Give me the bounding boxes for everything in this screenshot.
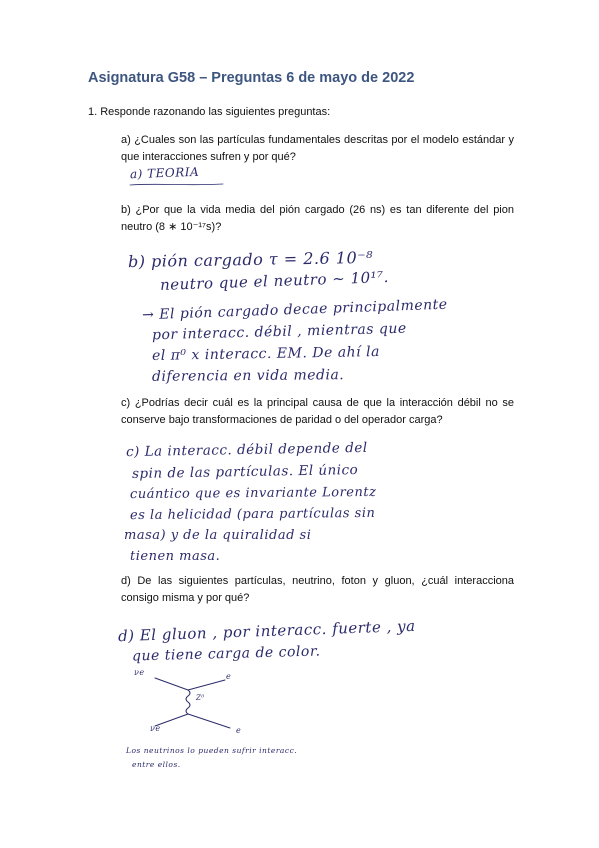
- answer-b-line-6: diferencia en vida media.: [151, 367, 345, 385]
- answer-c-line-2: spin de las partículas. El único: [131, 462, 359, 482]
- question-a-text: a) ¿Cuales son las partículas fundamentales descritas por el modelo estándar y que interacciones sufren y por qué?: [121, 134, 514, 163]
- answer-d-footnote-line-1: Los neutrinos lo pueden sufrir interacc.: [126, 746, 298, 755]
- answer-c-line-1: c) La interacc. débil depende del: [125, 439, 368, 461]
- diagram-incoming-neutrino-line: [155, 678, 188, 690]
- answer-b-line-3: → El pión cargado decae principalmente: [141, 296, 448, 324]
- diagram-label-bottom-left: νe: [150, 724, 161, 733]
- answer-d-line-1: d) El gluon , por interacc. fuerte , ya: [117, 616, 416, 646]
- answer-a-underline: [128, 182, 228, 188]
- diagram-lower-electron-line: [188, 714, 230, 728]
- diagram-boson-propagator: [186, 690, 190, 714]
- diagram-outgoing-electron-line: [188, 680, 225, 690]
- answer-d-line-2: que tiene carga de color.: [131, 643, 321, 665]
- answer-b-line-1: b) pión cargado τ = 2.6 10⁻⁸: [127, 247, 374, 272]
- answer-b-line-4: por interacc. débil , mientras que: [151, 320, 407, 344]
- answer-c-line-5: masa) y de la quiralidad si: [124, 528, 312, 543]
- answer-a-handwriting: a) TEORIA: [129, 164, 200, 182]
- answer-d-footnote-line-2: entre ellos.: [132, 760, 181, 769]
- question-b-text: b) ¿Por que la vida media del pión cargado (26 ns) es tan diferente del pion neutro (8 ∗ 10⁻¹⁷s)?: [121, 204, 514, 233]
- answer-c-line-3: cuántico que es invariante Lorentz: [129, 484, 377, 503]
- answer-b-line-2: neutro que el neutro ~ 10¹⁷.: [159, 268, 390, 294]
- diagram-label-bottom-right: e: [236, 726, 242, 735]
- page-title: Asignatura G58 – Preguntas 6 de mayo de 2022: [88, 70, 415, 86]
- question-d-text: d) De las siguientes partículas, neutrino, foton y gluon, ¿cuál interacciona consigo misma y por qué?: [121, 575, 514, 604]
- question-c-text: c) ¿Podrías decir cuál es la principal causa de que la interacción débil no se conserve bajo transformaciones de paridad o del operador carga?: [121, 397, 514, 426]
- diagram-label-top-right: e: [226, 672, 232, 681]
- diagram-label-boson: Z⁰: [196, 694, 205, 702]
- answer-c-line-6: tienen masa.: [130, 549, 221, 564]
- question-1-intro: 1. Responde razonando las siguientes preguntas:: [88, 106, 331, 118]
- answer-b-line-5: el π⁰ x interacc. EM. De ahí la: [151, 344, 381, 364]
- answer-c-line-4: es la helicidad (para partículas sin: [129, 505, 376, 524]
- diagram-label-top-left: νe: [134, 668, 145, 677]
